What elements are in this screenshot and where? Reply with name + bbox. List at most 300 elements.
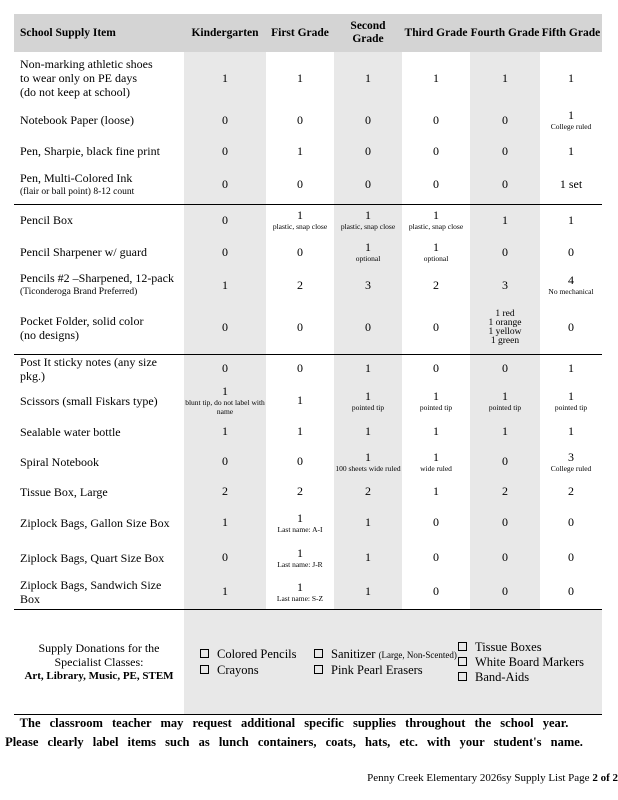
- item-name-line: Non-marking athletic shoes: [20, 57, 153, 71]
- checkbox-icon: [200, 649, 209, 658]
- item-name-line: (do not keep at school): [20, 85, 130, 99]
- quantity-value: 0: [222, 112, 228, 127]
- grade-quantity: [266, 52, 334, 104]
- item-name: [14, 354, 184, 383]
- table-row: [14, 383, 602, 419]
- grade-quantity: [470, 302, 540, 354]
- quantity-value: 1: [433, 388, 439, 403]
- grade-quantity: [402, 104, 470, 136]
- grade-quantity: [540, 505, 602, 541]
- quantity-value: 0: [222, 361, 228, 375]
- quantity-value: 2: [222, 484, 228, 498]
- quantity-value: 1: [433, 449, 439, 464]
- quantity-note: College ruled: [550, 463, 592, 473]
- quantity-value: 0: [365, 320, 371, 335]
- quantity-note: 100 sheets wide ruled: [335, 463, 401, 473]
- grade-quantity: [402, 204, 470, 236]
- grade-quantity: [266, 302, 334, 354]
- footer-text: Penny Creek Elementary 2026sy Supply List Page: [367, 772, 590, 784]
- quantity-value: 0: [502, 177, 508, 192]
- item-name-line: Tissue Box, Large: [20, 484, 108, 499]
- item-name: [14, 268, 184, 302]
- grade-quantity: [334, 136, 402, 166]
- quantity-value: 0: [433, 515, 439, 529]
- item-name-line: (Ticonderoga Brand Preferred): [20, 287, 138, 297]
- grade-quantity: [266, 136, 334, 166]
- quantity-value: 0: [433, 177, 439, 192]
- table-row: [14, 354, 602, 383]
- header-grade: Third Grade: [402, 14, 470, 52]
- quantity-value: 1: [297, 424, 303, 438]
- grade-quantity: [540, 268, 602, 302]
- grade-quantity: [540, 236, 602, 268]
- grade-quantity: [402, 419, 470, 445]
- grade-quantity: [266, 166, 334, 204]
- item-name: [14, 166, 184, 204]
- specialist-donations: [14, 609, 602, 715]
- quantity-value: 1: [502, 70, 508, 85]
- grade-quantity: [266, 575, 334, 609]
- grade-quantity: [540, 354, 602, 383]
- quantity-value: 0: [297, 244, 303, 259]
- quantity-value: 0: [297, 112, 303, 127]
- table-row: [14, 204, 602, 236]
- grade-quantity: [402, 166, 470, 204]
- quantity-note: blunt tip, do not label with name: [185, 398, 265, 416]
- checkbox-icon: [314, 649, 323, 658]
- quantity-value: 1 orange: [488, 317, 522, 328]
- grade-quantity: [470, 419, 540, 445]
- quantity-note: optional: [423, 254, 449, 263]
- quantity-value: 2: [365, 484, 371, 498]
- quantity-value: 0: [568, 584, 574, 598]
- grade-quantity: [266, 541, 334, 575]
- quantity-value: 1: [222, 515, 228, 529]
- header-grade: Second Grade: [334, 14, 402, 52]
- quantity-value: 2: [502, 484, 508, 498]
- quantity-value: 0: [222, 143, 228, 158]
- grade-quantity: [470, 479, 540, 505]
- grade-quantity: [540, 445, 602, 479]
- quantity-value: 0: [568, 550, 574, 564]
- quantity-note: pointed tip: [488, 402, 522, 412]
- quantity-value: 1: [365, 584, 371, 598]
- grade-quantity: [470, 354, 540, 383]
- quantity-value: 0: [365, 177, 371, 192]
- quantity-value: 1: [568, 361, 574, 375]
- grade-quantity: [540, 52, 602, 104]
- footnote: [0, 714, 588, 752]
- specialist-classes: Art, Library, Music, PE, STEM: [24, 669, 174, 682]
- grade-quantity: [184, 354, 266, 383]
- quantity-value: 1: [568, 143, 574, 158]
- header-item: School Supply Item: [14, 14, 184, 52]
- quantity-value: 1: [222, 424, 228, 438]
- quantity-value: 3: [568, 449, 574, 464]
- quantity-value: 1: [568, 388, 574, 403]
- quantity-value: 0: [502, 454, 508, 468]
- grade-quantity: [184, 575, 266, 609]
- donation-item: Pink Pearl Erasers: [314, 663, 423, 678]
- header-grade: First Grade: [266, 14, 334, 52]
- grade-quantity: [540, 104, 602, 136]
- quantity-value: 2: [297, 484, 303, 498]
- quantity-note: pointed tip: [554, 402, 588, 412]
- quantity-value: 1: [297, 70, 303, 85]
- quantity-value: 0: [222, 212, 228, 227]
- donation-item: Band-Aids: [458, 670, 529, 685]
- grade-quantity: [402, 541, 470, 575]
- item-name: [14, 505, 184, 541]
- quantity-value: 0: [222, 550, 228, 564]
- quantity-value: 1: [222, 70, 228, 85]
- grade-quantity: [184, 52, 266, 104]
- grade-quantity: [402, 383, 470, 419]
- grade-quantity: [334, 541, 402, 575]
- quantity-value: 1: [365, 361, 371, 375]
- quantity-note: pointed tip: [351, 402, 385, 412]
- grade-quantity: [334, 505, 402, 541]
- donation-item: Tissue Boxes: [458, 640, 542, 655]
- item-name: [14, 136, 184, 166]
- item-name: [14, 204, 184, 236]
- grade-quantity: [470, 505, 540, 541]
- grade-quantity: [334, 52, 402, 104]
- checkbox-icon: [200, 665, 209, 674]
- grade-quantity: [184, 268, 266, 302]
- quantity-value: 1 set: [559, 177, 583, 192]
- quantity-note: plastic, snap close: [340, 222, 396, 232]
- grade-quantity: [540, 136, 602, 166]
- quantity-note: plastic, snap close: [408, 222, 464, 232]
- grade-quantity: [470, 204, 540, 236]
- item-name-line: Pencil Box: [20, 213, 73, 228]
- item-name-line: Pocket Folder, solid color: [20, 313, 144, 328]
- table-row: [14, 52, 602, 104]
- table-row: [14, 575, 602, 609]
- grade-quantity: [184, 236, 266, 268]
- quantity-value: 0: [222, 454, 228, 468]
- item-name-line: Pen, Multi-Colored Ink: [20, 170, 133, 185]
- header-grade: Fourth Grade: [470, 14, 540, 52]
- item-name-line: Sealable water bottle: [20, 424, 121, 439]
- quantity-value: 1: [297, 208, 303, 223]
- donation-item: Sanitizer (Large, Non-Scented): [314, 647, 457, 662]
- quantity-value: 1: [433, 240, 439, 254]
- footnote-line: Please clearly label items such as lunch containers, coats, hats, etc. with your student's name.: [5, 735, 583, 749]
- quantity-value: 1: [365, 240, 371, 254]
- quantity-value: 1: [568, 70, 574, 85]
- grade-quantity: [266, 479, 334, 505]
- grade-quantity: [540, 204, 602, 236]
- quantity-note: No mechanical: [548, 287, 594, 296]
- grade-quantity: [334, 236, 402, 268]
- quantity-note: wide ruled: [420, 463, 452, 473]
- item-name-line: Pencil Sharpener w/ guard: [20, 245, 147, 259]
- grade-quantity: [470, 268, 540, 302]
- quantity-value: 0: [502, 361, 508, 375]
- item-name-line: Ziplock Bags, Sandwich Size Box: [20, 577, 162, 606]
- quantity-value: 0: [297, 320, 303, 335]
- grade-quantity: [402, 445, 470, 479]
- footnote-line: The classroom teacher may request additional specific supplies throughout the school year.: [19, 716, 569, 730]
- specialist-label: [14, 610, 184, 714]
- item-name: [14, 104, 184, 136]
- grade-quantity: [470, 575, 540, 609]
- item-name-line: Post It sticky notes (any size pkg.): [20, 354, 157, 383]
- quantity-note: Last name: S-Z: [276, 593, 324, 603]
- table-row: [14, 268, 602, 302]
- grade-quantity: [266, 445, 334, 479]
- quantity-note: College ruled: [550, 122, 592, 131]
- quantity-value: 1: [297, 393, 303, 407]
- checkbox-icon: [458, 672, 467, 681]
- grade-quantity: [266, 383, 334, 419]
- quantity-value: 2: [297, 277, 303, 292]
- quantity-note: Last name: A-I: [277, 524, 323, 534]
- page-footer: [367, 772, 618, 784]
- table-row: [14, 302, 602, 354]
- quantity-value: 1: [297, 510, 303, 525]
- grade-quantity: [184, 383, 266, 419]
- grade-quantity: [266, 505, 334, 541]
- grade-quantity: [402, 268, 470, 302]
- item-name: [14, 575, 184, 609]
- grade-quantity: [334, 268, 402, 302]
- quantity-value: 0: [502, 143, 508, 158]
- quantity-value: 1: [365, 208, 371, 223]
- quantity-value: 0: [222, 244, 228, 259]
- grade-quantity: [184, 505, 266, 541]
- quantity-value: 1: [222, 384, 228, 398]
- item-name: [14, 541, 184, 575]
- table-header-row: [14, 14, 602, 52]
- grade-quantity: [266, 104, 334, 136]
- quantity-value: 0: [222, 177, 228, 192]
- specialist-line: Supply Donations for the: [38, 640, 160, 655]
- item-name-line: Ziplock Bags, Gallon Size Box: [20, 515, 170, 530]
- grade-quantity: [402, 505, 470, 541]
- grade-quantity: [334, 104, 402, 136]
- quantity-value: 0: [433, 143, 439, 158]
- quantity-value: 0: [568, 320, 574, 335]
- grade-quantity: [184, 419, 266, 445]
- quantity-value: 1: [297, 143, 303, 158]
- checkbox-icon: [458, 657, 467, 666]
- grade-quantity: [334, 166, 402, 204]
- grade-quantity: [402, 136, 470, 166]
- grade-quantity: [266, 204, 334, 236]
- quantity-value: 1: [297, 579, 303, 594]
- donation-item: Colored Pencils: [200, 647, 297, 662]
- grade-quantity: [184, 445, 266, 479]
- header-grade: Fifth Grade: [540, 14, 602, 52]
- grade-quantity: [184, 479, 266, 505]
- item-name: [14, 302, 184, 354]
- grade-quantity: [540, 479, 602, 505]
- quantity-value: 0: [568, 515, 574, 529]
- grade-quantity: [334, 383, 402, 419]
- item-name-line: (flair or ball point) 8-12 count: [20, 186, 135, 197]
- quantity-value: 1 red: [495, 308, 515, 319]
- item-name-line: to wear only on PE days: [20, 71, 137, 85]
- grade-quantity: [334, 204, 402, 236]
- grade-quantity: [334, 575, 402, 609]
- checkbox-icon: [314, 665, 323, 674]
- quantity-value: 0: [568, 244, 574, 259]
- quantity-value: 1: [365, 388, 371, 403]
- item-name: [14, 52, 184, 104]
- page-number: 2 of 2: [592, 772, 618, 784]
- quantity-note: Last name: J-R: [277, 559, 323, 569]
- quantity-value: 1: [568, 108, 574, 122]
- supply-table: [14, 14, 602, 609]
- quantity-value: 1: [365, 515, 371, 529]
- quantity-value: 1: [365, 424, 371, 438]
- grade-quantity: [540, 575, 602, 609]
- item-name: [14, 445, 184, 479]
- quantity-note: pointed tip: [419, 402, 453, 412]
- quantity-value: 0: [502, 112, 508, 127]
- quantity-value: 0: [222, 320, 228, 335]
- quantity-value: 0: [502, 584, 508, 598]
- quantity-value: 0: [502, 550, 508, 564]
- item-name-line: Pencils #2 –Sharpened, 12-pack: [20, 271, 174, 285]
- supply-list-sheet: [14, 14, 602, 715]
- grade-quantity: [266, 354, 334, 383]
- quantity-value: 1: [222, 277, 228, 292]
- grade-quantity: [402, 575, 470, 609]
- grade-quantity: [184, 104, 266, 136]
- donation-items: [184, 610, 602, 714]
- quantity-value: 1: [222, 584, 228, 598]
- quantity-value: 1 yellow: [488, 326, 522, 337]
- quantity-value: 0: [433, 361, 439, 375]
- grade-quantity: [402, 302, 470, 354]
- quantity-value: 0: [297, 454, 303, 468]
- item-name-line: Notebook Paper (loose): [20, 113, 134, 127]
- item-name: [14, 419, 184, 445]
- quantity-value: 1 green: [490, 335, 520, 346]
- grade-quantity: [334, 302, 402, 354]
- quantity-value: 2: [568, 484, 574, 498]
- table-body: [14, 52, 602, 609]
- table-row: [14, 236, 602, 268]
- table-row: [14, 445, 602, 479]
- item-name-line: Spiral Notebook: [20, 454, 99, 469]
- table-row: [14, 505, 602, 541]
- quantity-value: 0: [502, 515, 508, 529]
- table-row: [14, 541, 602, 575]
- grade-quantity: [184, 204, 266, 236]
- item-name-line: Pen, Sharpie, black fine print: [20, 144, 160, 158]
- quantity-value: 1: [568, 212, 574, 227]
- item-name: [14, 383, 184, 419]
- grade-quantity: [184, 541, 266, 575]
- grade-quantity: [540, 419, 602, 445]
- quantity-note: optional: [355, 254, 381, 263]
- grade-quantity: [470, 445, 540, 479]
- item-name: [14, 479, 184, 505]
- header-grade: Kindergarten: [184, 14, 266, 52]
- grade-quantity: [402, 236, 470, 268]
- quantity-value: 2: [433, 277, 439, 292]
- grade-quantity: [470, 236, 540, 268]
- donation-item: Crayons: [200, 663, 259, 678]
- grade-quantity: [402, 354, 470, 383]
- quantity-value: 0: [365, 112, 371, 127]
- grade-quantity: [540, 541, 602, 575]
- item-name-line: Scissors (small Fiskars type): [20, 393, 158, 408]
- quantity-value: 0: [433, 584, 439, 598]
- grade-quantity: [470, 136, 540, 166]
- grade-quantity: [266, 268, 334, 302]
- donation-item: White Board Markers: [458, 655, 584, 670]
- grade-quantity: [334, 419, 402, 445]
- grade-quantity: [470, 541, 540, 575]
- checkbox-icon: [458, 642, 467, 651]
- quantity-value: 0: [433, 112, 439, 127]
- quantity-value: 1: [433, 208, 439, 223]
- grade-quantity: [266, 236, 334, 268]
- table-row: [14, 104, 602, 136]
- quantity-value: 1: [502, 424, 508, 438]
- table-row: [14, 136, 602, 166]
- quantity-value: 3: [365, 277, 371, 292]
- quantity-value: 1: [502, 212, 508, 227]
- table-row: [14, 419, 602, 445]
- grade-quantity: [266, 419, 334, 445]
- item-name-line: (no designs): [20, 327, 79, 342]
- quantity-value: 0: [502, 244, 508, 259]
- table-row: [14, 479, 602, 505]
- grade-quantity: [402, 479, 470, 505]
- grade-quantity: [540, 383, 602, 419]
- grade-quantity: [470, 52, 540, 104]
- quantity-value: 0: [297, 361, 303, 375]
- table-row: [14, 166, 602, 204]
- grade-quantity: [470, 166, 540, 204]
- quantity-value: 1: [433, 484, 439, 498]
- quantity-value: 1: [502, 388, 508, 403]
- quantity-value: 0: [297, 177, 303, 192]
- grade-quantity: [540, 166, 602, 204]
- grade-quantity: [540, 302, 602, 354]
- item-name-line: Ziplock Bags, Quart Size Box: [20, 550, 165, 565]
- quantity-value: 1: [365, 449, 371, 464]
- quantity-value: 1: [568, 424, 574, 438]
- quantity-value: 0: [365, 143, 371, 158]
- grade-quantity: [334, 479, 402, 505]
- grade-quantity: [184, 166, 266, 204]
- quantity-value: 1: [433, 70, 439, 85]
- grade-quantity: [334, 445, 402, 479]
- quantity-value: 1: [433, 424, 439, 438]
- specialist-line: Specialist Classes:: [54, 654, 144, 669]
- quantity-value: 0: [433, 550, 439, 564]
- quantity-value: 1: [365, 550, 371, 564]
- grade-quantity: [184, 302, 266, 354]
- grade-quantity: [470, 104, 540, 136]
- grade-quantity: [334, 354, 402, 383]
- grade-quantity: [470, 383, 540, 419]
- grade-quantity: [402, 52, 470, 104]
- item-name: [14, 236, 184, 268]
- quantity-value: 3: [502, 277, 508, 292]
- quantity-value: 4: [568, 273, 574, 287]
- quantity-note: plastic, snap close: [272, 222, 328, 232]
- quantity-value: 1: [297, 545, 303, 560]
